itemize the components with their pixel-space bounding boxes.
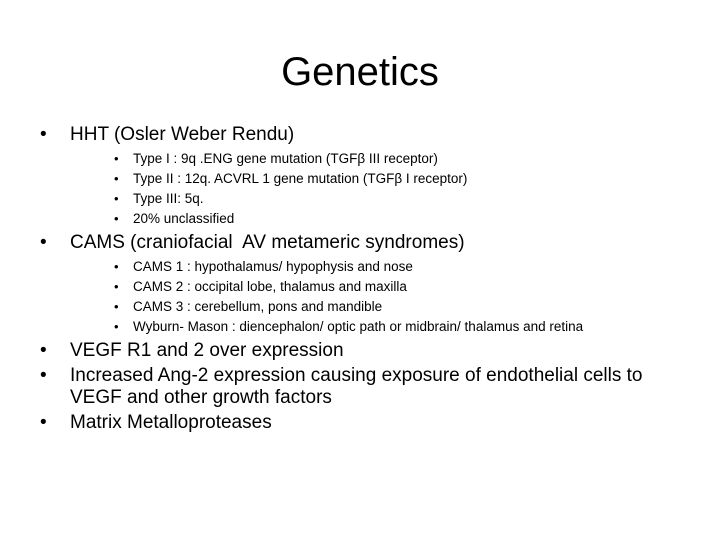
sub-bullet-item xyxy=(36,297,696,317)
sub-bullet-item xyxy=(36,209,696,229)
bullet-icon: • xyxy=(40,412,47,433)
sub-bullet-text: CAMS 3 : cerebellum, pons and mandible xyxy=(133,299,383,314)
sub-bullet-item xyxy=(36,189,696,209)
sub-bullet-text: Type I : 9q .ENG gene mutation (TGFβ III receptor) xyxy=(133,151,438,166)
sub-bullet-text: 20% unclassified xyxy=(133,211,235,226)
bullet-item xyxy=(36,340,696,362)
sub-bullet-text: CAMS 2 : occipital lobe, thalamus and maxilla xyxy=(133,279,407,294)
sub-bullet-item xyxy=(36,169,696,189)
sub-bullet-list xyxy=(36,149,696,229)
sub-bullet-icon: • xyxy=(114,259,119,274)
bullet-text: Matrix Metalloproteases xyxy=(70,412,272,433)
bullet-icon: • xyxy=(40,365,47,386)
sub-bullet-item xyxy=(36,277,696,297)
bullet-item xyxy=(36,124,696,146)
bullet-icon: • xyxy=(40,232,47,253)
bullet-icon: • xyxy=(40,124,47,145)
sub-bullet-text: Type II : 12q. ACVRL 1 gene mutation (TGFβ I receptor) xyxy=(133,171,468,186)
sub-bullet-text: CAMS 1 : hypothalamus/ hypophysis and nose xyxy=(133,259,413,274)
sub-bullet-text: Wyburn- Mason : diencephalon/ optic path or midbrain/ thalamus and retina xyxy=(133,319,584,334)
sub-bullet-item xyxy=(36,257,696,277)
sub-bullet-icon: • xyxy=(114,211,119,226)
sub-bullet-item xyxy=(36,317,696,337)
sub-bullet-icon: • xyxy=(114,279,119,294)
bullet-item xyxy=(36,412,696,434)
sub-bullet-icon: • xyxy=(114,191,119,206)
sub-bullet-list xyxy=(36,257,696,337)
sub-bullet-item xyxy=(36,149,696,169)
bullet-text: Increased Ang-2 expression causing exposure of endothelial cells to VEGF and other growth factors xyxy=(70,365,643,408)
sub-bullet-icon: • xyxy=(114,171,119,186)
bullet-item xyxy=(36,232,696,254)
bullet-text: CAMS (craniofacial AV metameric syndromes) xyxy=(70,232,465,253)
bullet-text: VEGF R1 and 2 over expression xyxy=(70,340,344,361)
sub-bullet-icon: • xyxy=(114,151,119,166)
bullet-text: HHT (Osler Weber Rendu) xyxy=(70,124,295,145)
sub-bullet-text: Type III: 5q. xyxy=(133,191,204,206)
bullet-list xyxy=(36,124,696,437)
sub-bullet-icon: • xyxy=(114,319,119,334)
sub-bullet-icon: • xyxy=(114,299,119,314)
slide-title: Genetics xyxy=(281,50,439,94)
bullet-icon: • xyxy=(40,340,47,361)
bullet-item xyxy=(36,365,696,409)
